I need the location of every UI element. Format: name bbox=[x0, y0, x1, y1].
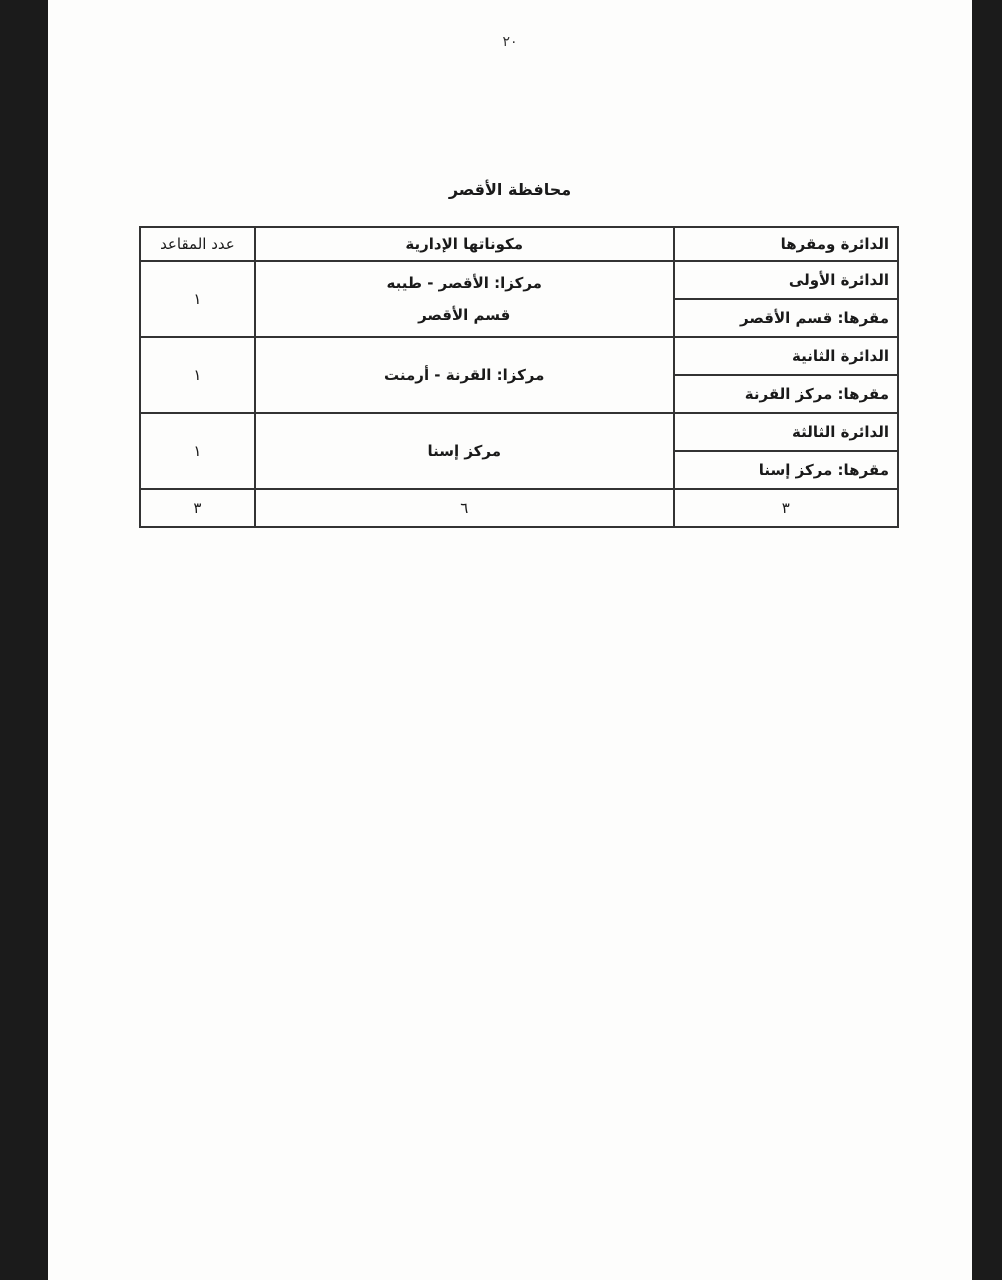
total-components: ٦ bbox=[255, 489, 674, 527]
header-seats: عدد المقاعد bbox=[140, 227, 255, 261]
document-page bbox=[48, 0, 972, 1280]
district-components bbox=[255, 261, 674, 337]
table-header-row bbox=[140, 227, 898, 261]
district-name: الدائرة الثانية bbox=[674, 337, 898, 375]
district-seats: ١ bbox=[140, 413, 255, 489]
table-row bbox=[140, 337, 898, 375]
component-line: قسم الأقصر bbox=[418, 306, 511, 324]
district-name: الدائرة الثالثة bbox=[674, 413, 898, 451]
district-components bbox=[255, 413, 674, 489]
page-title: محافظة الأقصر bbox=[448, 180, 572, 199]
district-seat: مقرها: قسم الأقصر bbox=[674, 299, 898, 337]
district-name: الدائرة الأولى bbox=[674, 261, 898, 299]
district-seat: مقرها: مركز إسنا bbox=[674, 451, 898, 489]
districts-table bbox=[139, 226, 899, 528]
component-line: مركز إسنا bbox=[427, 442, 501, 460]
header-components: مكوناتها الإدارية bbox=[255, 227, 674, 261]
table-row bbox=[140, 261, 898, 299]
header-district: الدائرة ومقرها bbox=[674, 227, 898, 261]
table-totals-row bbox=[140, 489, 898, 527]
total-districts: ٣ bbox=[674, 489, 898, 527]
district-seat: مقرها: مركز القرنة bbox=[674, 375, 898, 413]
component-line: مركزا: القرنة - أرمنت bbox=[384, 366, 545, 384]
page-number: ٢٠ bbox=[502, 34, 518, 50]
table-row bbox=[140, 413, 898, 451]
total-seats: ٣ bbox=[140, 489, 255, 527]
district-seats: ١ bbox=[140, 337, 255, 413]
district-components bbox=[255, 337, 674, 413]
component-line: مركزا: الأقصر - طيبه bbox=[386, 274, 542, 292]
district-seats: ١ bbox=[140, 261, 255, 337]
